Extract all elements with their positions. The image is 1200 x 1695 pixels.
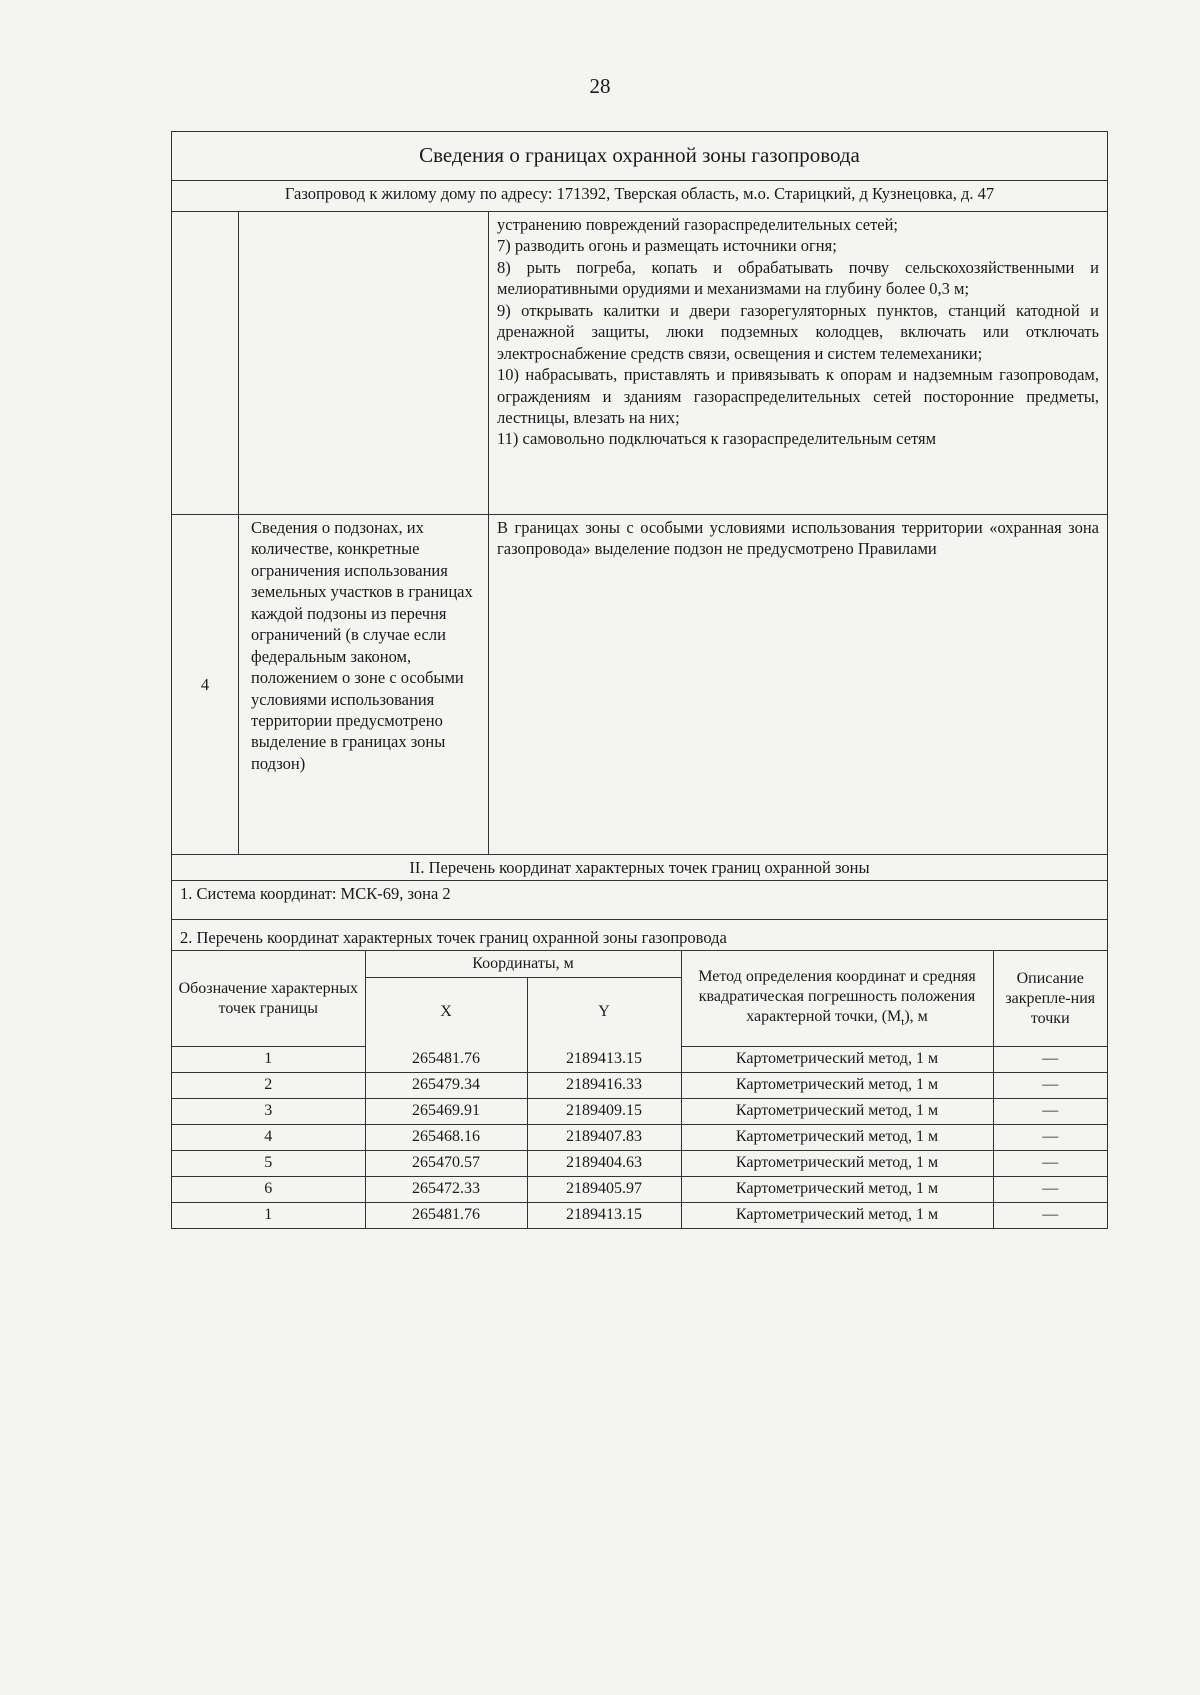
table-row xyxy=(172,1124,1107,1150)
cell-x: 265469.91 xyxy=(365,1098,527,1124)
coords-list-title: 2. Перечень координат характерных точек границ охранной зоны газопровода xyxy=(172,920,1108,951)
cell-desc: — xyxy=(993,1202,1107,1228)
cell-desc: — xyxy=(993,1072,1107,1098)
table-title: Сведения о границах охранной зоны газопровода xyxy=(172,132,1108,181)
cell-y: 2189404.63 xyxy=(527,1150,681,1176)
cell-y: 2189416.33 xyxy=(527,1072,681,1098)
col-header-x: X xyxy=(365,978,527,1047)
cell-method: Картометрический метод, 1 м xyxy=(681,1072,993,1098)
cell-y: 2189409.15 xyxy=(527,1098,681,1124)
cell-x: 265468.16 xyxy=(365,1124,527,1150)
cell-point: 1 xyxy=(172,1202,365,1228)
cell-method: Картометрический метод, 1 м xyxy=(681,1098,993,1124)
cell-point: 2 xyxy=(172,1072,365,1098)
col-header-description: Описание закрепле-ния точки xyxy=(993,951,1107,1046)
table-row xyxy=(172,1202,1107,1228)
cell-method: Картометрический метод, 1 м xyxy=(681,1202,993,1228)
cell-point: 3 xyxy=(172,1098,365,1124)
cell-desc: — xyxy=(993,1098,1107,1124)
cell-method: Картометрический метод, 1 м xyxy=(681,1176,993,1202)
col-header-method: Метод определения координат и средняя квадратическая погрешность положения характерной точки, $(M_t)$, м xyxy=(681,951,993,1046)
col-header-y: Y xyxy=(527,978,681,1047)
cell-point: 4 xyxy=(172,1124,365,1150)
coords-table xyxy=(172,951,1107,1228)
cell-desc: — xyxy=(993,1176,1107,1202)
cell-method: Картометрический метод, 1 м xyxy=(681,1150,993,1176)
cell-desc: — xyxy=(993,1124,1107,1150)
restriction-item: 7) разводить огонь и размещать источники огня; xyxy=(497,236,837,256)
restriction-item: 11) самовольно подключаться к газораспределительным сетям xyxy=(497,429,937,449)
col-header-coords: Координаты, м xyxy=(365,951,681,978)
row3-number-cell xyxy=(172,212,239,515)
cell-desc: — xyxy=(993,1046,1107,1072)
table-row xyxy=(172,1072,1107,1098)
table-row xyxy=(172,1176,1107,1202)
cell-method: Картометрический метод, 1 м xyxy=(681,1046,993,1072)
cell-x: 265470.57 xyxy=(365,1150,527,1176)
cell-method: Картометрический метод, 1 м xyxy=(681,1124,993,1150)
table-row xyxy=(172,1098,1107,1124)
cell-point: 5 xyxy=(172,1150,365,1176)
coord-system-row: 1. Система координат: МСК-69, зона 2 xyxy=(172,881,1108,920)
cell-x: 265481.76 xyxy=(365,1046,527,1072)
restriction-item: 9) открывать калитки и двери газорегуляторных пунктов, станций катодной и дренажной защиты, люки подземных колодцев, включать или отключать электроснабжение средств связи, освещения и систем телемеханики; xyxy=(497,300,1099,363)
table-row xyxy=(172,1046,1107,1072)
restriction-item: устранению повреждений газораспределительных сетей; xyxy=(497,215,899,234)
row3-label-cell xyxy=(239,212,489,515)
cell-y: 2189413.15 xyxy=(527,1046,681,1072)
cell-x: 265472.33 xyxy=(365,1176,527,1202)
section2-header: II. Перечень координат характерных точек границ охранной зоны xyxy=(172,855,1108,881)
zone-info-table xyxy=(171,131,1108,1229)
restriction-item: 10) набрасывать, приставлять и привязывать к опорам и надземным газопроводам, ограждениям и зданиям газораспределительных сетей посторонние предметы, лестницы, влезать на них; xyxy=(497,365,1099,427)
restriction-item: 8) рыть погреба, копать и обрабатывать почву сельскохозяйственными и мелиоративными орудиями и механизмами на глубину более 0,3 м; xyxy=(497,257,1099,299)
cell-point: 6 xyxy=(172,1176,365,1202)
cell-x: 265481.76 xyxy=(365,1202,527,1228)
coords-table-cell xyxy=(172,951,1108,1229)
cell-y: 2189413.15 xyxy=(527,1202,681,1228)
restrictions-continued xyxy=(489,212,1108,515)
address-row: Газопровод к жилому дому по адресу: 171392, Тверская область, м.о. Старицкий, д Кузнецовка, д. 47 xyxy=(172,181,1108,212)
cell-x: 265479.34 xyxy=(365,1072,527,1098)
cell-desc: — xyxy=(993,1150,1107,1176)
cell-point: 1 xyxy=(172,1046,365,1072)
cell-y: 2189407.83 xyxy=(527,1124,681,1150)
col-header-point: Обозначение характерных точек границы xyxy=(172,951,365,1046)
row4-value: В границах зоны с особыми условиями использования территории «охранная зона газопровода» выделение подзон не предусмотрено Правилами xyxy=(489,515,1108,855)
row4-number: 4 xyxy=(172,515,239,855)
cell-y: 2189405.97 xyxy=(527,1176,681,1202)
page-number: 28 xyxy=(589,74,611,98)
row4-label: Сведения о подзонах, их количестве, конкретные ограничения использования земельных участков в границах каждой подзоны из перечня ограничений (в случае если федеральным законом, положением о зоне с особыми условиями использования территории предусмотрено выделение в границах зоны подзон) xyxy=(239,515,489,855)
table-row xyxy=(172,1150,1107,1176)
